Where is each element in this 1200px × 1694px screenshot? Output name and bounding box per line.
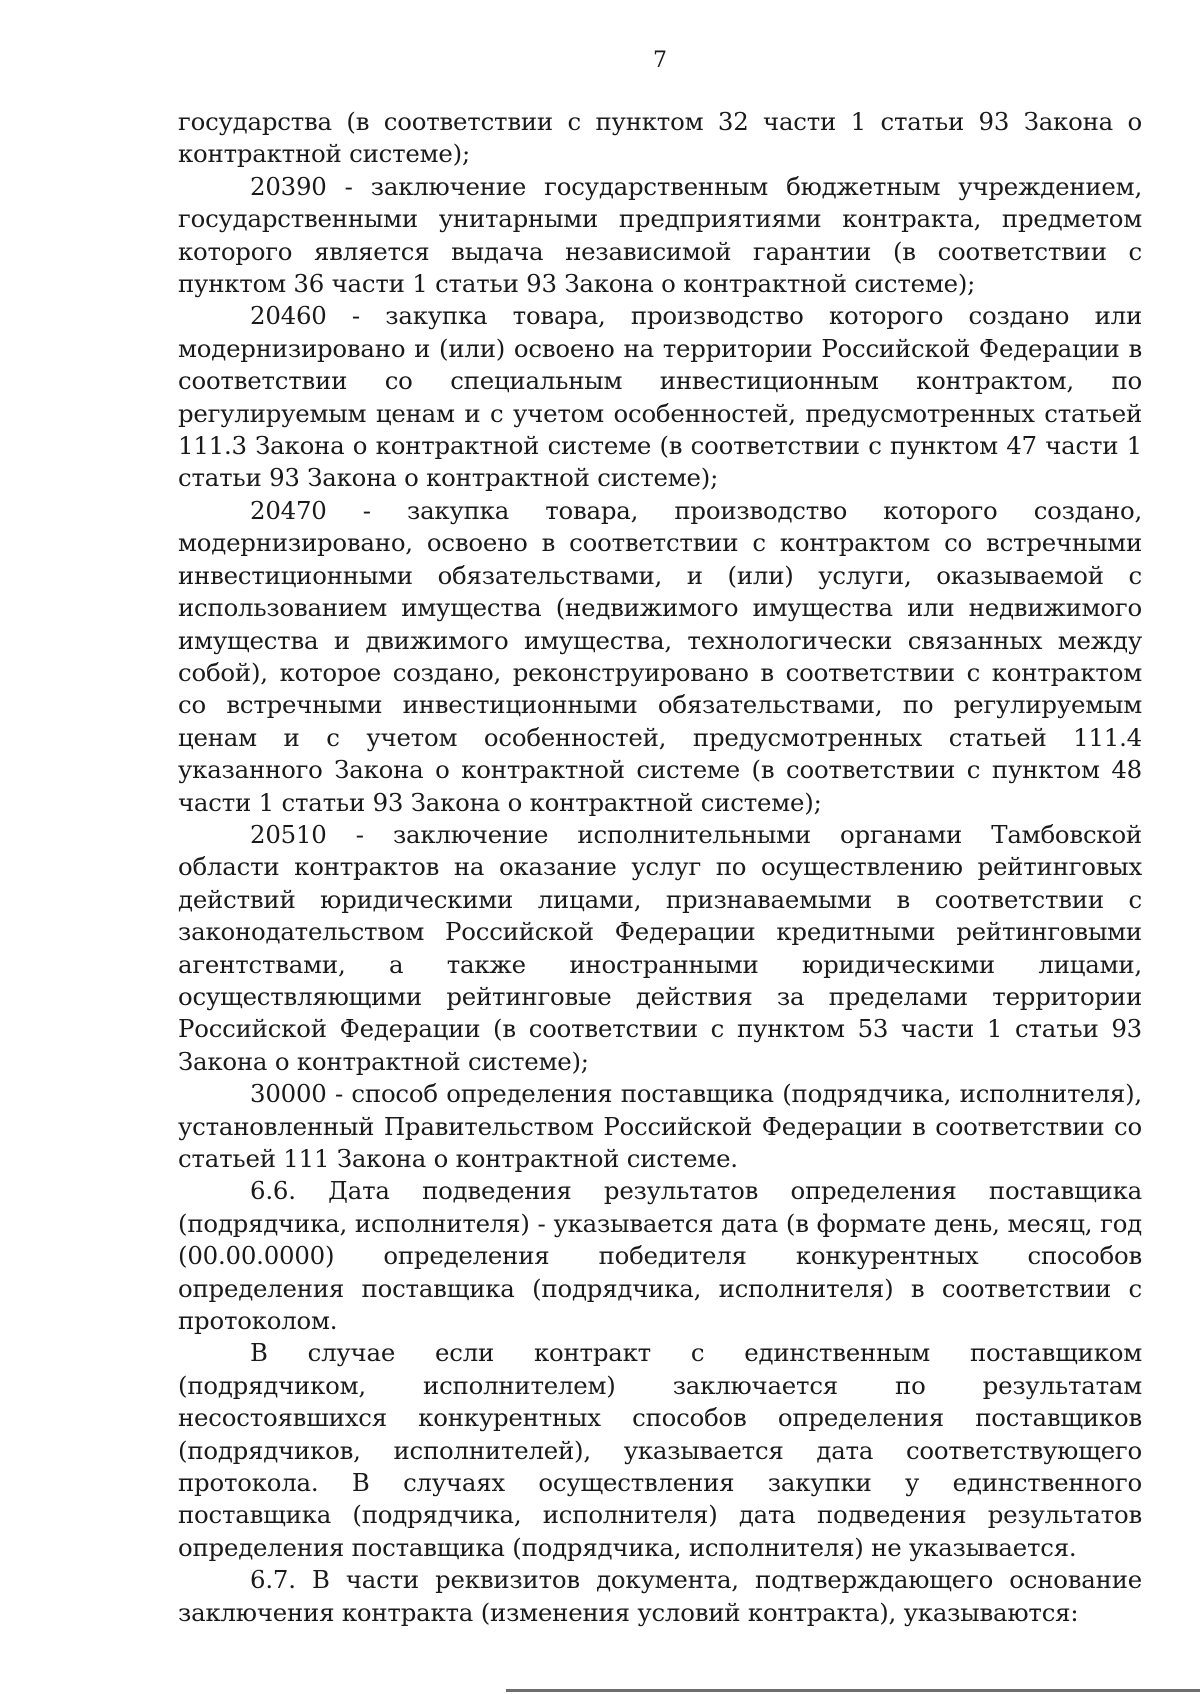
paragraph-single-supplier: В случае если контракт с единственным поставщиком (подрядчиком, исполнителем) заключается по результатам несостоявшихся конкурентных способов определения поставщиков (подрядчиков, исполнителей), указывается дата соответствующего протокола. В случаях осуществления закупки у единственного поставщика (подрядчика, исполнителя) дата подведения результатов определения поставщика (подрядчика, исполнителя) не указывается. xyxy=(178,1338,1142,1562)
paragraph-code-20390: 20390 - заключение государственным бюджетным учреждением, государственными унитарными предприятиями контракта, предметом которого является выдача независимой гарантии (в соответствии с пунктом 36 части 1 статьи 93 Закона о контрактной системе); xyxy=(178,171,1142,299)
page-bottom-divider xyxy=(506,1689,1200,1692)
page-number: 7 xyxy=(653,48,667,73)
paragraph-code-30000: 30000 - способ определения поставщика (подрядчика, исполнителя), установленный Правительством Российской Федерации в соответствии со статьей 111 Закона о контрактной системе. xyxy=(178,1079,1142,1173)
paragraph-continuation: государства (в соответствии с пунктом 32 части 1 статьи 93 Закона о контрактной системе); xyxy=(178,107,1142,169)
paragraph-code-20470: 20470 - закупка товара, производство которого создано, модернизировано, освоено в соответствии с контрактом со встречными инвестиционными обязательствами, и (или) услуги, оказываемой с использованием имущества (недвижимого имущества или недвижимого имущества и движимого имущества, технологически связанных между собой), которое создано, реконструировано в соответствии с контрактом со встречными инвестиционными обязательствами, по регулируемым ценам и с учетом особенностей, предусмотренных статьей 111.4 указанного Закона о контрактной системе (в соответствии с пунктом 48 части 1 статьи 93 Закона о контрактной системе); xyxy=(178,495,1142,817)
document-body xyxy=(178,106,1142,1629)
paragraph-code-20510: 20510 - заключение исполнительными органами Тамбовской области контрактов на оказание услуг по осуществлению рейтинговых действий юридическими лицами, признаваемыми в соответствии с законодательством Российской Федерации кредитными рейтинговыми агентствами, а также иностранными юридическими лицами, осуществляющими рейтинговые действия за пределами территории Российской Федерации (в соответствии с пунктом 53 части 1 статьи 93 Закона о контрактной системе); xyxy=(178,819,1142,1076)
paragraph-section-6-7: 6.7. В части реквизитов документа, подтверждающего основание заключения контракта (изменения условий контракта), указываются: xyxy=(178,1565,1142,1627)
paragraph-code-20460: 20460 - закупка товара, производство которого создано или модернизировано и (или) освоено на территории Российской Федерации в соответствии со специальным инвестиционным контрактом, по регулируемым ценам и с учетом особенностей, предусмотренных статьей 111.3 Закона о контрактной системе (в соответствии с пунктом 47 части 1 статьи 93 Закона о контрактной системе); xyxy=(178,301,1142,493)
paragraph-section-6-6: 6.6. Дата подведения результатов определения поставщика (подрядчика, исполнителя) - указывается дата (в формате день, месяц, год (00.00.0000) определения победителя конкурентных способов определения поставщика (подрядчика, исполнителя) в соответствии с протоколом. xyxy=(178,1176,1142,1336)
